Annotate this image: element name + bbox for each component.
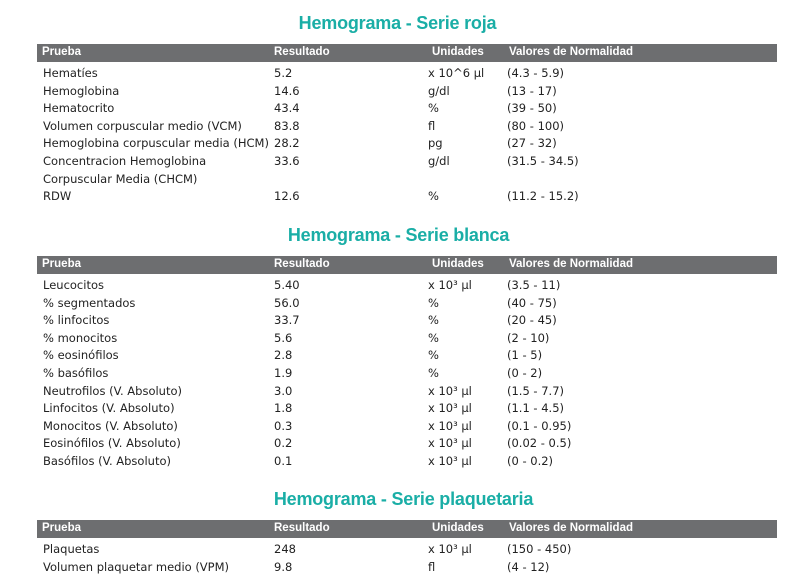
- cell-unidades: %: [428, 348, 439, 363]
- cell-resultado: 43.4: [274, 101, 300, 116]
- cell-resultado: 248: [274, 542, 296, 556]
- cell-valores: (3.5 - 11): [507, 278, 561, 292]
- cell-resultado: 1.9: [274, 365, 293, 380]
- section-title-serie-roja: Hemograma - Serie roja: [298, 13, 497, 33]
- section-title-serie-plaquetaria: Hemograma - Serie plaquetaria: [273, 489, 534, 509]
- cell-prueba: Hematocrito: [43, 101, 115, 116]
- table-row: [37, 135, 777, 153]
- table-row: [37, 295, 777, 313]
- cell-unidades: x 10^6 µl: [428, 66, 485, 80]
- cell-unidades: x 10³ µl: [428, 278, 472, 292]
- cell-prueba: RDW: [43, 189, 72, 204]
- cell-unidades: x 10³ µl: [428, 383, 472, 398]
- cell-unidades: %: [428, 189, 439, 204]
- cell-unidades: %: [428, 101, 439, 116]
- cell-resultado: 56.0: [274, 295, 300, 310]
- cell-unidades: g/dl: [428, 153, 450, 168]
- cell-prueba: Linfocitos (V. Absoluto): [43, 401, 175, 416]
- cell-resultado: 0.1: [274, 453, 293, 468]
- cell-unidades: %: [428, 295, 439, 310]
- cell-prueba: % monocitos: [43, 330, 118, 345]
- cell-resultado: 5.6: [274, 330, 293, 345]
- cell-unidades: %: [428, 313, 439, 328]
- column-header-prueba: Prueba: [42, 522, 81, 534]
- cell-prueba: Monocitos (V. Absoluto): [43, 418, 178, 433]
- column-header-resultado: Resultado: [274, 258, 330, 270]
- section-title-serie-blanca: Hemograma - Serie blanca: [287, 225, 510, 245]
- column-header-valores: Valores de Normalidad: [509, 522, 633, 534]
- table-row: [37, 541, 777, 559]
- cell-unidades: g/dl: [428, 83, 450, 98]
- table-row: [37, 435, 777, 453]
- table-row: [37, 83, 777, 101]
- table-body-serie-plaquetaria: [37, 541, 777, 576]
- cell-resultado: 83.8: [274, 118, 300, 133]
- cell-valores: (4 - 12): [507, 559, 550, 574]
- column-header-valores: Valores de Normalidad: [509, 46, 633, 58]
- cell-prueba: % segmentados: [43, 295, 136, 310]
- cell-unidades: pg: [428, 136, 443, 151]
- cell-valores: (80 - 100): [507, 118, 565, 133]
- cell-prueba: Volumen corpuscular medio (VCM): [43, 118, 242, 133]
- table-row: [37, 330, 777, 348]
- cell-resultado: 12.6: [274, 189, 300, 204]
- cell-valores: (31.5 - 34.5): [507, 153, 579, 168]
- cell-valores: (150 - 450): [507, 542, 572, 556]
- cell-unidades: x 10³ µl: [428, 401, 472, 416]
- cell-resultado: 1.8: [274, 401, 293, 416]
- cell-prueba: Volumen plaquetar medio (VPM): [43, 559, 230, 574]
- cell-resultado: 28.2: [274, 136, 300, 151]
- cell-valores: (0 - 0.2): [507, 453, 554, 468]
- table-row: [37, 400, 777, 418]
- cell-valores: (1.5 - 7.7): [507, 383, 565, 398]
- cell-resultado: 9.8: [274, 559, 293, 574]
- cell-resultado: 2.8: [274, 348, 293, 363]
- cell-valores: (0 - 2): [507, 365, 543, 380]
- table-row: [37, 365, 777, 383]
- cell-valores: (11.2 - 15.2): [507, 189, 579, 204]
- column-header-resultado: Resultado: [274, 522, 330, 534]
- table-header-serie-blanca: [37, 256, 777, 274]
- cell-prueba: % basófilos: [43, 365, 109, 380]
- column-header-valores: Valores de Normalidad: [509, 258, 633, 270]
- column-header-unidades: Unidades: [432, 258, 484, 270]
- cell-valores: (0.02 - 0.5): [507, 436, 572, 451]
- cell-valores: (27 - 32): [507, 136, 557, 151]
- table-row: [37, 65, 777, 83]
- cell-prueba: Basófilos (V. Absoluto): [43, 453, 171, 468]
- cell-unidades: x 10³ µl: [428, 542, 472, 556]
- table-row: [37, 153, 777, 188]
- cell-resultado: 0.3: [274, 418, 293, 433]
- column-header-resultado: Resultado: [274, 46, 330, 58]
- cell-unidades: %: [428, 330, 439, 345]
- cell-resultado: 5.40: [274, 278, 300, 292]
- table-row: [37, 347, 777, 365]
- cell-resultado: 5.2: [274, 66, 293, 80]
- cell-unidades: fl: [428, 118, 436, 133]
- table-row: [37, 277, 777, 295]
- cell-unidades: %: [428, 365, 439, 380]
- table-row: [37, 188, 777, 206]
- cell-valores: (2 - 10): [507, 330, 550, 345]
- column-header-prueba: Prueba: [42, 258, 81, 270]
- cell-unidades: fl: [428, 559, 436, 574]
- cell-prueba: Hemoglobina corpuscular media (HCM): [43, 136, 269, 151]
- cell-valores: (0.1 - 0.95): [507, 418, 572, 433]
- table-row: [37, 312, 777, 330]
- table-header-serie-plaquetaria: [37, 520, 777, 538]
- table-body-serie-roja: [37, 65, 777, 206]
- cell-prueba: Eosinófilos (V. Absoluto): [43, 436, 181, 451]
- cell-resultado: 33.6: [274, 153, 300, 168]
- cell-valores: (4.3 - 5.9): [507, 66, 565, 80]
- table-row: [37, 383, 777, 401]
- table-row: [37, 100, 777, 118]
- cell-prueba: Leucocitos: [43, 278, 104, 292]
- cell-valores: (13 - 17): [507, 83, 557, 98]
- column-header-prueba: Prueba: [42, 46, 81, 58]
- cell-prueba: Plaquetas: [43, 542, 100, 556]
- cell-prueba: Concentracion Hemoglobina Corpuscular Media (CHCM): [43, 153, 207, 186]
- column-header-unidades: Unidades: [432, 46, 484, 58]
- cell-valores: (1 - 5): [507, 348, 543, 363]
- column-header-unidades: Unidades: [432, 522, 484, 534]
- cell-valores: (1.1 - 4.5): [507, 401, 565, 416]
- cell-valores: (20 - 45): [507, 313, 557, 328]
- cell-prueba: Neutrofilos (V. Absoluto): [43, 383, 182, 398]
- cell-unidades: x 10³ µl: [428, 418, 472, 433]
- table-row: [37, 418, 777, 436]
- cell-prueba: % eosinófilos: [43, 348, 119, 363]
- table-row: [37, 559, 777, 577]
- cell-resultado: 0.2: [274, 436, 293, 451]
- cell-resultado: 3.0: [274, 383, 293, 398]
- table-row: [37, 118, 777, 136]
- table-row: [37, 453, 777, 471]
- cell-prueba: Hemoglobina: [43, 83, 120, 98]
- table-header-serie-roja: [37, 44, 777, 62]
- cell-prueba: % linfocitos: [43, 313, 110, 328]
- cell-prueba: Hematíes: [43, 66, 98, 80]
- cell-resultado: 33.7: [274, 313, 300, 328]
- cell-resultado: 14.6: [274, 83, 300, 98]
- cell-unidades: x 10³ µl: [428, 453, 472, 468]
- table-body-serie-blanca: [37, 277, 777, 471]
- cell-unidades: x 10³ µl: [428, 436, 472, 451]
- cell-valores: (40 - 75): [507, 295, 557, 310]
- cell-valores: (39 - 50): [507, 101, 557, 116]
